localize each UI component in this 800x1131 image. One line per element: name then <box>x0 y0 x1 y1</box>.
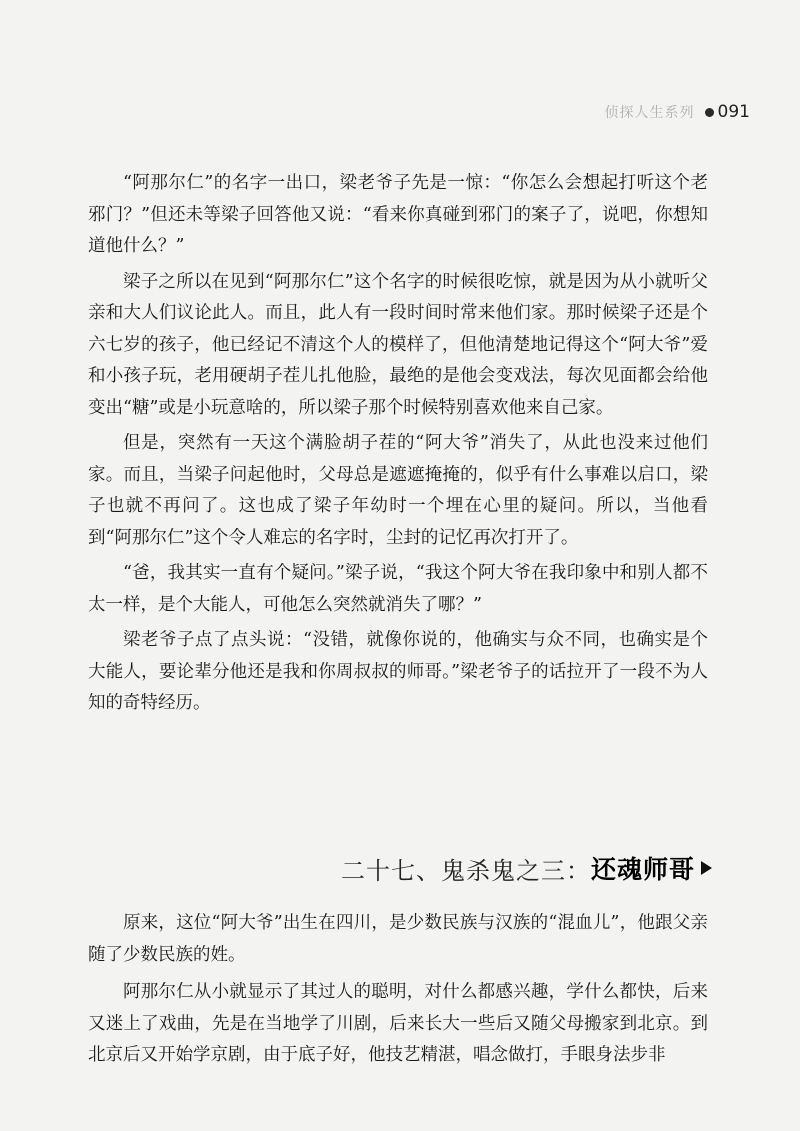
paragraph: 梁子之所以在见到“阿那尔仁”这个名字的时候很吃惊，就是因为从小就听父亲和大人们议论此人。而且，此人有一段时间时常来他们家。那时候梁子还是个六七岁的孩子，他已经记不清这个人的模样了，但他清楚地记得这个“阿大爷”爱和小孩子玩，老用硬胡子茬儿扎他脸，最绝的是他会变戏法，每次见面都会给他变出“糖”或是小玩意啥的，所以梁子那个时候特别喜欢他来自己家。 <box>88 271 708 418</box>
body-text-lower <box>88 908 708 1078</box>
page-number: 091 <box>717 102 750 122</box>
paragraph: 原来，这位“阿大爷”出生在四川，是少数民族与汉族的“混血儿”，他跟父亲随了少数民族的姓。 <box>88 913 708 965</box>
paragraph: 梁老爷子点了点头说：“没错，就像你说的，他确实与众不同，也确实是个大能人，要论辈分他还是我和你周叔叔的师哥。”梁老爷子的话拉开了一段不为人知的奇特经历。 <box>88 630 708 713</box>
section-prefix: 二十七、鬼杀鬼之三： <box>340 856 591 885</box>
running-header <box>510 100 750 124</box>
bullet-dot-icon <box>705 108 714 117</box>
section-heading <box>312 848 712 888</box>
running-title: 侦探人生系列 <box>604 105 695 121</box>
paragraph: 但是，突然有一天这个满脸胡子茬的“阿大爷”消失了，从此也没来过他们家。而且，当梁子问起他时，父母总是遮遮掩掩的，似乎有什么事难以启口，梁子也就不再问了。这也成了梁子年幼时一个埋在心里的疑问。所以，当他看到“阿那尔仁”这个令人难忘的名字时，尘封的记忆再次打开了。 <box>88 433 708 548</box>
triangle-arrow-icon <box>701 861 712 875</box>
body-text-upper <box>88 168 708 724</box>
paragraph: “爸，我其实一直有个疑问。”梁子说，“我这个阿大爷在我印象中和别人都不太一样，是个大能人，可他怎么突然就消失了哪？” <box>88 563 708 615</box>
paragraph: 阿那尔仁从小就显示了其过人的聪明，对什么都感兴趣，学什么都快，后来又迷上了戏曲，先是在当地学了川剧，后来长大一些后又随父母搬家到北京。到北京后又开始学京剧，由于底子好，他技艺精湛，唱念做打，手眼身法步非 <box>88 982 708 1065</box>
section-title: 还魂师哥 <box>590 855 695 884</box>
paragraph: “阿那尔仁”的名字一出口，梁老爷子先是一惊：“你怎么会想起打听这个老邪门？”但还未等梁子回答他又说：“看来你真碰到邪门的案子了，说吧，你想知道他什么？” <box>88 173 708 256</box>
